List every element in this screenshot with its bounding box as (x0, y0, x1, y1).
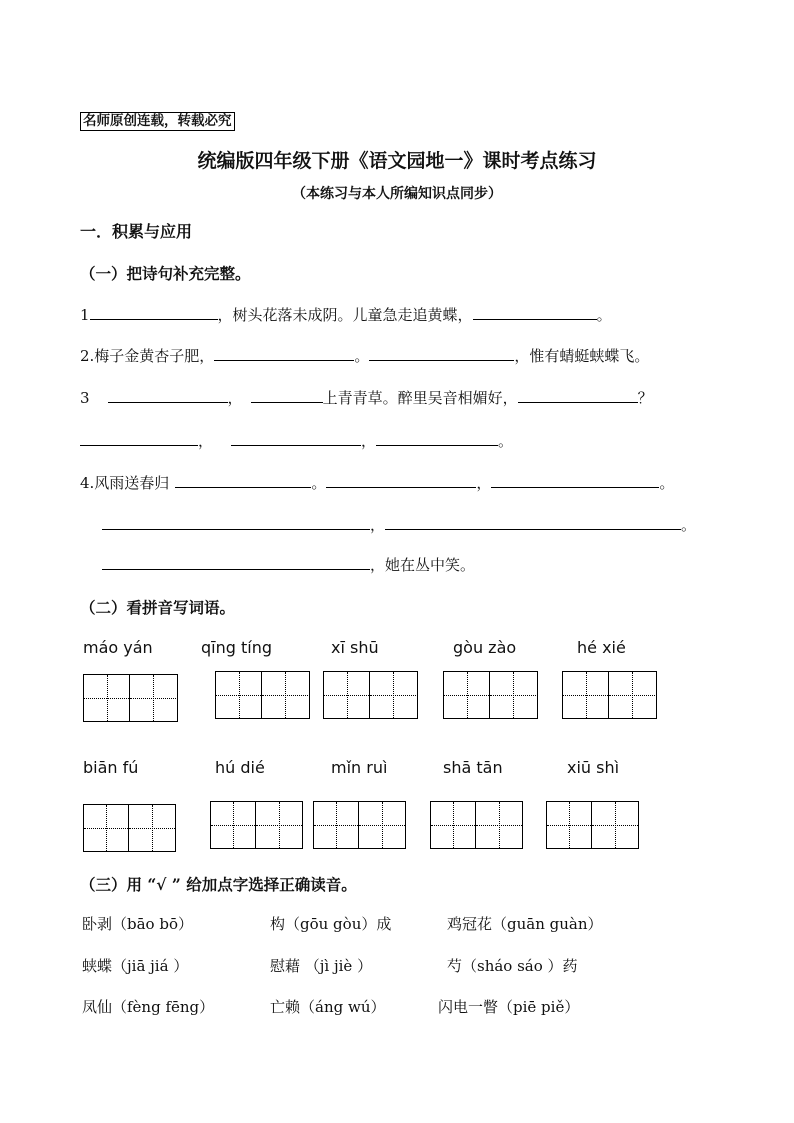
pronunciation-item[interactable]: 芍（sháo sáo ）药 (447, 957, 578, 975)
q4-comma: ， (476, 474, 492, 492)
poem-question-3-cont (80, 430, 513, 451)
pinyin-label: xī shū (331, 638, 379, 657)
pronunciation-item[interactable]: 慰藉 （jì jiè ） (270, 957, 373, 975)
pinyin-label: xiū shì (567, 758, 620, 777)
q4-end: ，她在丛中笑。 (370, 556, 476, 574)
q2-end: ，惟有蜻蜓蛱蝶飞。 (514, 347, 650, 365)
q3-comma: ， (198, 432, 214, 450)
q3-end: 。 (498, 432, 514, 450)
answer-blank[interactable] (175, 472, 311, 488)
answer-blank[interactable] (102, 514, 370, 530)
q4-period: 。 (311, 474, 327, 492)
q2-text: 2.梅子金黄杏子肥， (80, 347, 215, 365)
part2-heading: （二）看拼音写词语。 (80, 598, 236, 617)
answer-blank[interactable] (90, 304, 218, 320)
q3-number: 3 (80, 389, 90, 407)
character-box[interactable] (562, 671, 657, 719)
pinyin-label: gòu zào (453, 638, 517, 657)
answer-blank[interactable] (80, 430, 198, 446)
pronunciation-item[interactable]: 亡赖（áng wú） (270, 998, 386, 1016)
q3-comma: ， (227, 389, 243, 407)
character-box[interactable] (546, 801, 639, 849)
pronunciation-item[interactable]: 鸡冠花（guān guàn） (447, 915, 603, 933)
q4-period: 。 (659, 474, 675, 492)
poem-question-1 (80, 304, 612, 325)
poem-question-2 (80, 345, 649, 366)
q1-end: 。 (596, 306, 612, 324)
answer-blank[interactable] (376, 430, 498, 446)
answer-blank[interactable] (108, 387, 228, 403)
q3-text: 上青青草。醉里吴音相媚好， (322, 389, 518, 407)
page-subtitle: （本练习与本人所编知识点同步） (292, 186, 502, 202)
character-box[interactable] (83, 804, 176, 852)
page-title: 统编版四年级下册《语文园地一》课时考点练习 (197, 150, 597, 172)
poem-question-4 (80, 472, 674, 493)
answer-blank[interactable] (518, 387, 638, 403)
pinyin-label: mǐn ruì (331, 758, 388, 777)
answer-blank[interactable] (214, 345, 354, 361)
answer-blank[interactable] (102, 554, 370, 570)
answer-blank[interactable] (473, 304, 597, 320)
pinyin-label: qīng tíng (201, 638, 272, 657)
pinyin-label: máo yán (83, 638, 153, 657)
poem-question-4-line2 (102, 514, 696, 535)
answer-blank[interactable] (491, 472, 659, 488)
poem-question-3 (80, 387, 653, 408)
q2-mid: 。 (354, 347, 370, 365)
character-box[interactable] (210, 801, 303, 849)
character-box[interactable] (323, 671, 418, 719)
answer-blank[interactable] (251, 387, 323, 403)
q4-comma: ， (370, 516, 386, 534)
pinyin-label: shā tān (443, 758, 503, 777)
section-heading-1: 一．积累与应用 (80, 222, 193, 241)
pronunciation-item[interactable]: 凤仙（fèng fēng） (82, 998, 215, 1016)
q3-question-mark: ？ (637, 389, 653, 407)
q4-text: 4.风雨送春归 (80, 474, 170, 492)
pronunciation-item[interactable]: 卧剥（bāo bō） (82, 915, 193, 933)
character-box[interactable] (430, 801, 523, 849)
pronunciation-item[interactable]: 闪电一瞥（piē piě） (438, 998, 580, 1016)
q1-text: ，树头花落未成阴。儿童急走追黄蝶， (217, 306, 473, 324)
character-box[interactable] (215, 671, 310, 719)
answer-blank[interactable] (369, 345, 514, 361)
character-box[interactable] (313, 801, 406, 849)
pinyin-label: hú dié (215, 758, 265, 777)
character-box[interactable] (83, 674, 178, 722)
pinyin-label: hé xié (577, 638, 626, 657)
q1-number: 1 (80, 306, 90, 324)
character-box[interactable] (443, 671, 538, 719)
answer-blank[interactable] (385, 514, 681, 530)
copyright-tag: 名师原创连载，转载必究 (80, 112, 235, 131)
q3-comma: ， (361, 432, 377, 450)
poem-question-4-line3 (102, 554, 475, 575)
part1-heading: （一）把诗句补充完整。 (80, 264, 251, 283)
q4-period: 。 (681, 516, 697, 534)
pinyin-label: biān fú (83, 758, 139, 777)
pronunciation-item[interactable]: 蛱蝶（jiā jiá ） (82, 957, 189, 975)
part3-heading: （三）用 “√ ” 给加点字选择正确读音。 (80, 875, 357, 894)
answer-blank[interactable] (231, 430, 361, 446)
pronunciation-item[interactable]: 构（gōu gòu）成 (270, 915, 392, 933)
answer-blank[interactable] (326, 472, 476, 488)
